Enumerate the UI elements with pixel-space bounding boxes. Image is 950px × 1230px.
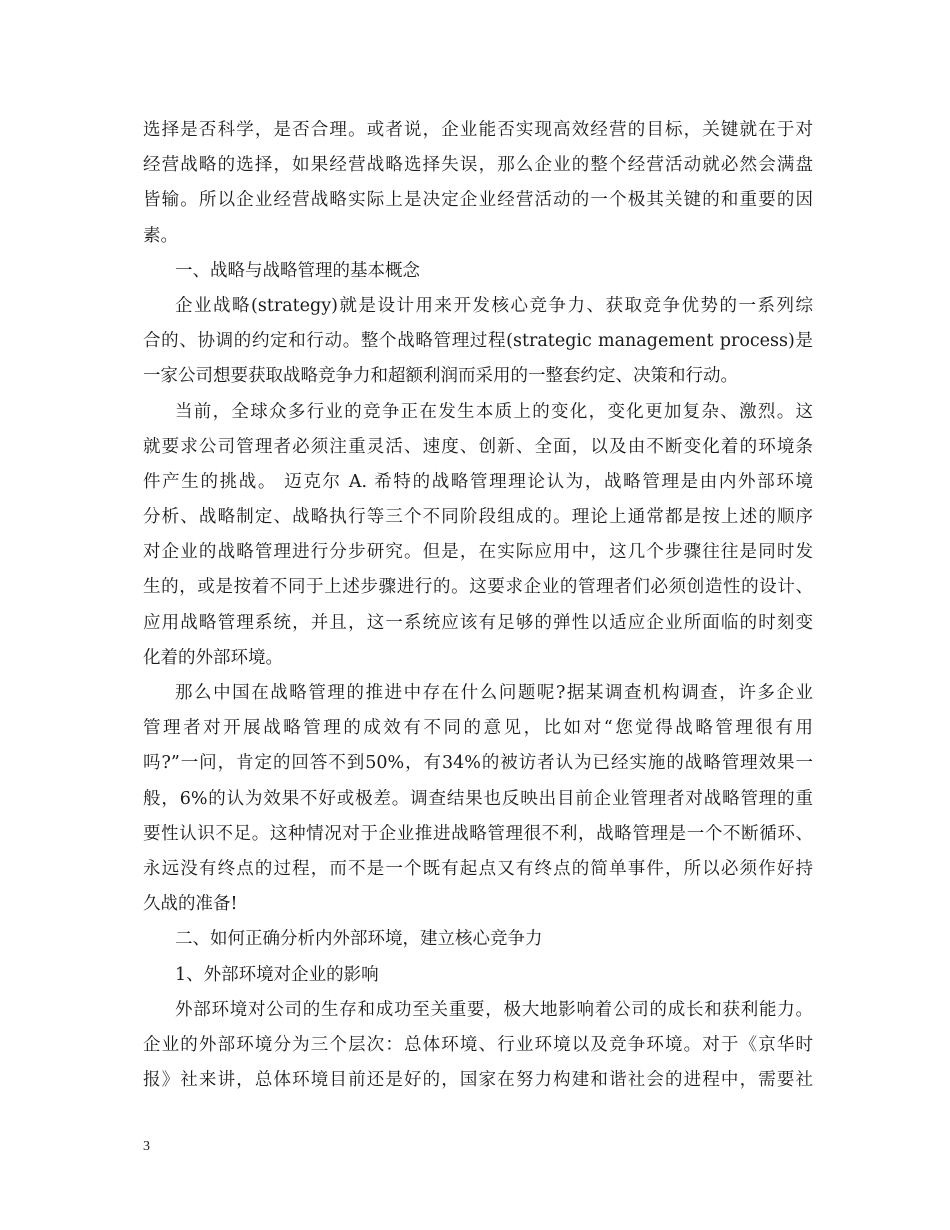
text-line: 吗?”一问，肯定的回答不到50%，有34%的被访者认为已经实施的战略管理效果一 — [143, 753, 813, 774]
text-line: 就要求公司管理者必须注重灵活、速度、创新、全面，以及由不断变化着的环境条 — [143, 436, 813, 457]
page-number: 3 — [143, 1139, 150, 1154]
text-line: 皆输。所以企业经营战略实际上是决定企业经营活动的一个极其关键的和重要的因 — [143, 190, 813, 211]
text-line: 管理者对开展战略管理的成效有不同的意见，比如对“您觉得战略管理很有用 — [143, 718, 813, 739]
section-heading: 二、如何正确分析内外部环境，建立核心竞争力 — [175, 929, 543, 950]
text-line: 那么中国在战略管理的推进中存在什么问题呢?据某调查机构调查，许多企业 — [175, 683, 813, 703]
subsection-heading: 1、外部环境对企业的影响 — [175, 964, 379, 985]
text-line: 外部环境对公司的生存和成功至关重要，极大地影响着公司的成长和获利能力。 — [175, 999, 813, 1020]
text-line: 一家公司想要获取战略竞争力和超额利润而采用的一整套约定、决策和行动。 — [143, 366, 738, 387]
section-heading: 一、战略与战略管理的基本概念 — [175, 260, 420, 281]
text-line: 久战的准备! — [143, 894, 238, 915]
text-line: 永远没有终点的过程，而不是一个既有起点又有终点的简单事件，所以必须作好持 — [143, 858, 813, 879]
text-line: 应用战略管理系统，并且，这一系统应该有足够的弹性以适应企业所面临的时刻变 — [143, 612, 813, 633]
text-line: 要性认识不足。这种情况对于企业推进战略管理很不利，战略管理是一个不断循环、 — [143, 823, 813, 844]
text-line: 报》社来讲，总体环境目前还是好的，国家在努力构建和谐社会的进程中，需要社 — [143, 1070, 813, 1091]
text-line: 件产生的挑战。 迈克尔 A. 希特的战略管理理论认为，战略管理是由内外部环境 — [143, 471, 813, 492]
text-line: 合的、协调的约定和行动。整个战略管理过程(strategic management process)是 — [143, 331, 813, 352]
text-line: 企业的外部环境分为三个层次：总体环境、行业环境以及竞争环境。对于《京华时 — [143, 1034, 813, 1055]
body-text — [143, 113, 813, 1098]
text-line: 对企业的战略管理进行分步研究。但是，在实际应用中，这几个步骤往往是同时发 — [143, 542, 813, 563]
text-line: 素。 — [143, 225, 178, 246]
text-line: 选择是否科学，是否合理。或者说，企业能否实现高效经营的目标，关键就在于对 — [143, 120, 813, 140]
text-line: 般，6%的认为效果不好或极差。调查结果也反映出目前企业管理者对战略管理的重 — [143, 788, 813, 809]
text-line: 经营战略的选择，如果经营战略选择失误，那么企业的整个经营活动就必然会满盘 — [143, 155, 813, 176]
text-line: 企业战略(strategy)就是设计用来开发核心竞争力、获取竞争优势的一系列综 — [175, 295, 813, 316]
text-line: 分析、战略制定、战略执行等三个不同阶段组成的。理论上通常都是按上述的顺序 — [143, 507, 813, 528]
text-line: 生的，或是按着不同于上述步骤进行的。这要求企业的管理者们必须创造性的设计、 — [143, 577, 813, 598]
text-line: 当前，全球众多行业的竞争正在发生本质上的变化，变化更加复杂、激烈。这 — [175, 401, 813, 422]
text-line: 化着的外部环境。 — [143, 647, 283, 668]
